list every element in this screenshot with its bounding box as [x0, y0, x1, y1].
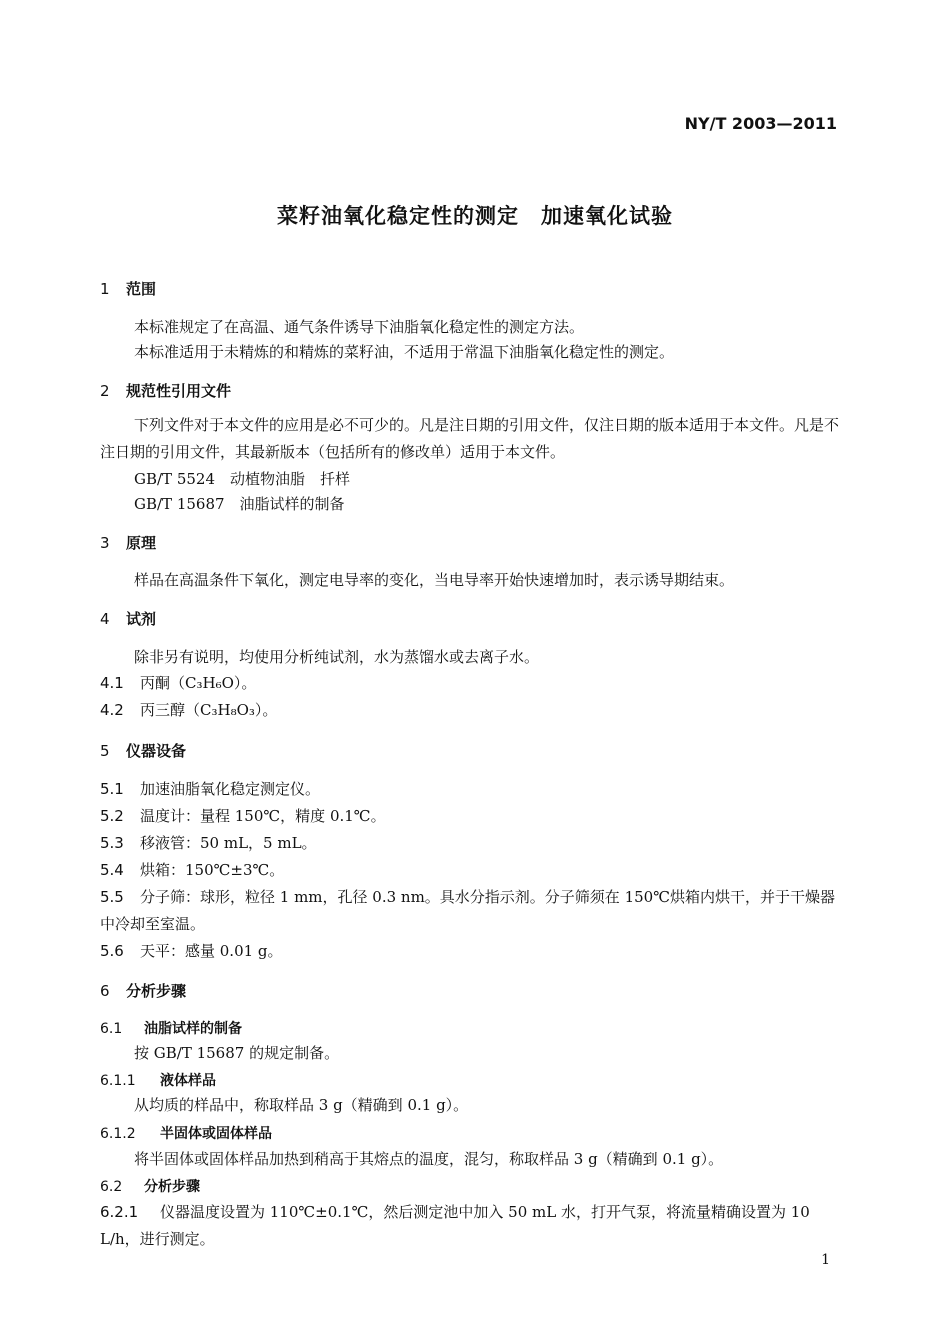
reference-item: GB/T 15687 油脂试样的制备	[134, 495, 345, 513]
subsection-title: 液体样品	[160, 1073, 216, 1089]
subsection-heading	[100, 1176, 200, 1196]
page-number: 1	[821, 1252, 830, 1268]
list-item	[100, 884, 840, 938]
paragraph: 从均质的样品中，称取样品 3 g（精确到 0.1 g）。	[134, 1096, 469, 1114]
item-number: 4.1	[100, 674, 124, 692]
list-item	[100, 699, 277, 720]
subsection-title: 半固体或固体样品	[160, 1126, 272, 1142]
section-number: 3	[100, 534, 110, 552]
subsection-number: 6.1.2	[100, 1126, 136, 1142]
item-text: 丙三醇（C₃H₈O₃）。	[140, 701, 278, 719]
section-title: 范围	[126, 280, 157, 298]
section-title: 分析步骤	[126, 982, 187, 1000]
item-number: 5.5	[100, 888, 124, 906]
subsection-number: 6.1	[100, 1021, 123, 1037]
item-number: 5.3	[100, 834, 124, 852]
section-1-heading	[100, 278, 156, 299]
section-3-heading	[100, 532, 156, 553]
section-number: 6	[100, 982, 110, 1000]
paragraph: 按 GB/T 15687 的规定制备。	[134, 1044, 340, 1062]
section-title: 原理	[126, 534, 157, 552]
section-4-heading	[100, 608, 156, 629]
paragraph: 将半固体或固体样品加热到稍高于其熔点的温度，混匀，称取样品 3 g（精确到 0.1 g）。	[134, 1150, 724, 1168]
subsection-heading	[100, 1070, 216, 1090]
section-5-heading	[100, 740, 186, 761]
paragraph: 除非另有说明，均使用分析纯试剂，水为蒸馏水或去离子水。	[134, 648, 540, 666]
section-title: 仪器设备	[126, 742, 187, 760]
item-number: 5.4	[100, 861, 124, 879]
section-title: 规范性引用文件	[126, 382, 232, 400]
list-item	[100, 940, 283, 961]
paragraph: 样品在高温条件下氧化，测定电导率的变化，当电导率开始快速增加时，表示诱导期结束。	[134, 571, 735, 589]
list-item	[100, 1199, 840, 1253]
subsection-heading	[100, 1018, 242, 1038]
item-text: 分子筛：球形，粒径 1 mm，孔径 0.3 nm。具水分指示剂。分子筛须在 150℃烘箱内烘干，并于干燥器中冷却至室温。	[100, 888, 835, 933]
paragraph: 本标准规定了在高温、通气条件诱导下油脂氧化稳定性的测定方法。	[134, 318, 585, 336]
section-title: 试剂	[126, 610, 157, 628]
item-number: 5.6	[100, 942, 124, 960]
section-number: 5	[100, 742, 110, 760]
reference-item: GB/T 5524 动植物油脂 扦样	[134, 470, 351, 488]
item-text: 加速油脂氧化稳定测定仪。	[140, 780, 321, 798]
item-number: 5.2	[100, 807, 124, 825]
list-item	[100, 859, 284, 880]
subsection-number: 6.2	[100, 1179, 123, 1195]
list-item	[100, 832, 317, 853]
section-2-heading	[100, 380, 231, 401]
item-text: 天平：感量 0.01 g。	[140, 942, 283, 960]
section-number: 4	[100, 610, 110, 628]
subsection-title: 油脂试样的制备	[144, 1021, 242, 1037]
item-text: 丙酮（C₃H₆O）。	[140, 674, 257, 692]
item-number: 4.2	[100, 701, 124, 719]
item-text: 温度计：量程 150℃，精度 0.1℃。	[140, 807, 386, 825]
list-item	[100, 672, 256, 693]
section-6-heading	[100, 980, 186, 1001]
subsection-heading	[100, 1123, 272, 1143]
item-text: 烘箱：150℃±3℃。	[140, 861, 285, 879]
document-title: 菜籽油氧化稳定性的测定 加速氧化试验	[277, 204, 673, 228]
standard-code: NY/T 2003—2011	[684, 114, 837, 133]
item-number: 5.1	[100, 780, 124, 798]
item-number: 6.2.1	[100, 1203, 139, 1221]
item-text: 移液管：50 mL，5 mL。	[140, 834, 317, 852]
paragraph: 本标准适用于未精炼的和精炼的菜籽油，不适用于常温下油脂氧化稳定性的测定。	[134, 343, 675, 361]
subsection-number: 6.1.1	[100, 1073, 136, 1089]
paragraph: 下列文件对于本文件的应用是必不可少的。凡是注日期的引用文件，仅注日期的版本适用于本文件。凡是不注日期的引用文件，其最新版本（包括所有的修改单）适用于本文件。	[100, 416, 840, 461]
subsection-title: 分析步骤	[144, 1179, 200, 1195]
section-number: 2	[100, 382, 110, 400]
item-text: 仪器温度设置为 110℃±0.1℃，然后测定池中加入 50 mL 水，打开气泵，将流量精确设置为 10 L/h，进行测定。	[100, 1203, 810, 1248]
list-item	[100, 778, 320, 799]
list-item	[100, 805, 386, 826]
section-number: 1	[100, 280, 110, 298]
